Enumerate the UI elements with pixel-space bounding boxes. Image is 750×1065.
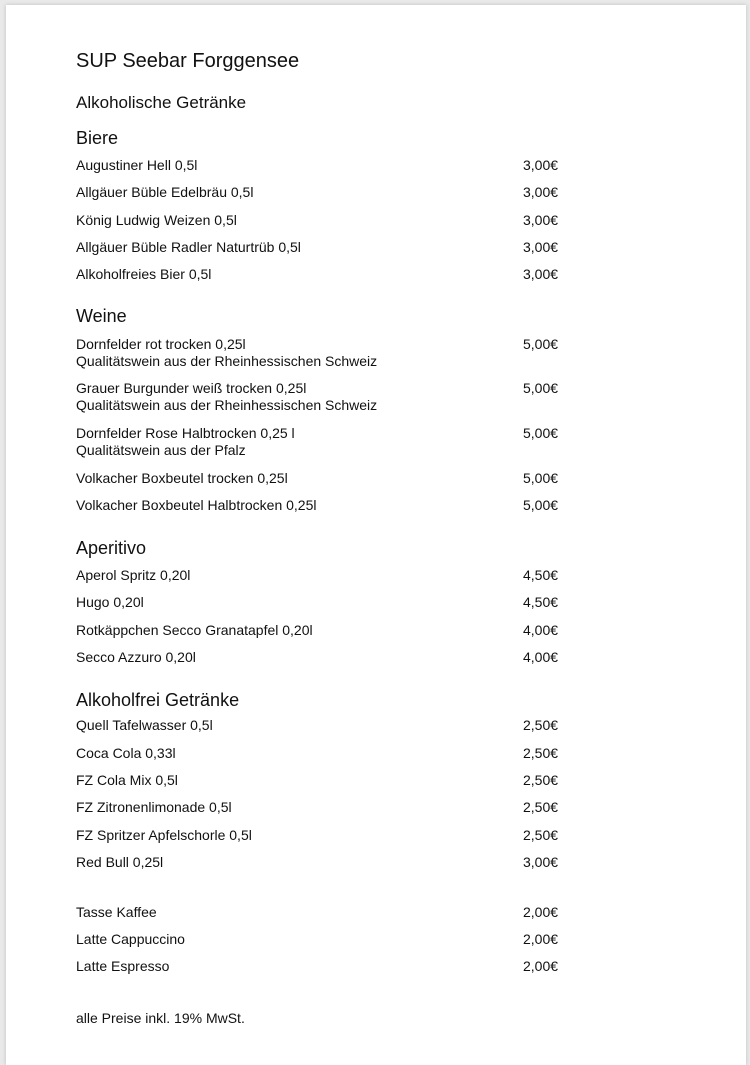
item-name: Tasse Kaffee [76,904,157,920]
item-price: 2,50€ [523,827,559,843]
section-heading-alkoholfrei: Alkoholfrei Getränke [76,690,240,710]
item-price: 5,00€ [523,380,559,396]
item-price: 4,00€ [523,622,559,638]
item-title: Grauer Burgunder weiß trocken 0,25l [76,380,307,396]
item-name: FZ Cola Mix 0,5l [76,772,178,788]
page-subtitle: Alkoholische Getränke [76,93,247,112]
item-price: 4,50€ [523,567,559,583]
item-name [76,380,377,414]
item-name: Quell Tafelwasser 0,5l [76,717,213,733]
item-note: Qualitätswein aus der Rheinhessischen Schweiz [76,353,378,369]
item-price: 3,00€ [523,184,559,200]
item-price: 2,50€ [523,745,559,761]
item-price: 4,50€ [523,594,559,610]
item-name: Alkoholfreies Bier 0,5l [76,266,212,282]
item-name [76,425,295,459]
item-title: Dornfelder rot trocken 0,25l [76,336,246,352]
item-price: 2,50€ [523,799,559,815]
item-name: Allgäuer Büble Radler Naturtrüb 0,5l [76,239,301,255]
item-name [76,336,377,370]
item-name: Latte Espresso [76,958,170,974]
item-name: Latte Cappuccino [76,931,185,947]
section-heading-aperitivo: Aperitivo [76,538,147,558]
item-note: Qualitätswein aus der Pfalz [76,442,246,458]
item-name: Secco Azzuro 0,20l [76,649,196,665]
page-title: SUP Seebar Forggensee [76,50,300,72]
item-price: 3,00€ [523,854,559,870]
section-heading-biere: Biere [76,128,119,148]
item-price: 3,00€ [523,266,559,282]
item-price: 3,00€ [523,157,559,173]
menu-page [6,5,746,1065]
item-price: 2,50€ [523,717,559,733]
item-price: 3,00€ [523,239,559,255]
item-name: Augustiner Hell 0,5l [76,157,198,173]
item-price: 5,00€ [523,336,559,352]
item-price: 5,00€ [523,497,559,513]
item-name: Red Bull 0,25l [76,854,164,870]
item-price: 3,00€ [523,212,559,228]
item-price: 4,00€ [523,649,559,665]
item-name: Hugo 0,20l [76,594,144,610]
section-heading-weine: Weine [76,306,127,326]
item-name: FZ Spritzer Apfelschorle 0,5l [76,827,252,843]
item-price: 2,00€ [523,931,559,947]
item-name: Allgäuer Büble Edelbräu 0,5l [76,184,254,200]
item-name: Volkacher Boxbeutel trocken 0,25l [76,470,288,486]
item-name: König Ludwig Weizen 0,5l [76,212,237,228]
vat-note: alle Preise inkl. 19% MwSt. [76,1010,245,1026]
item-price: 2,00€ [523,904,559,920]
item-note: Qualitätswein aus der Rheinhessischen Schweiz [76,397,378,413]
item-price: 5,00€ [523,425,559,441]
item-name: Volkacher Boxbeutel Halbtrocken 0,25l [76,497,317,513]
item-price: 5,00€ [523,470,559,486]
item-name: Coca Cola 0,33l [76,745,176,761]
item-price: 2,00€ [523,958,559,974]
item-title: Dornfelder Rose Halbtrocken 0,25 l [76,425,295,441]
item-name: Rotkäppchen Secco Granatapfel 0,20l [76,622,313,638]
item-price: 2,50€ [523,772,559,788]
item-name: FZ Zitronenlimonade 0,5l [76,799,232,815]
item-name: Aperol Spritz 0,20l [76,567,191,583]
